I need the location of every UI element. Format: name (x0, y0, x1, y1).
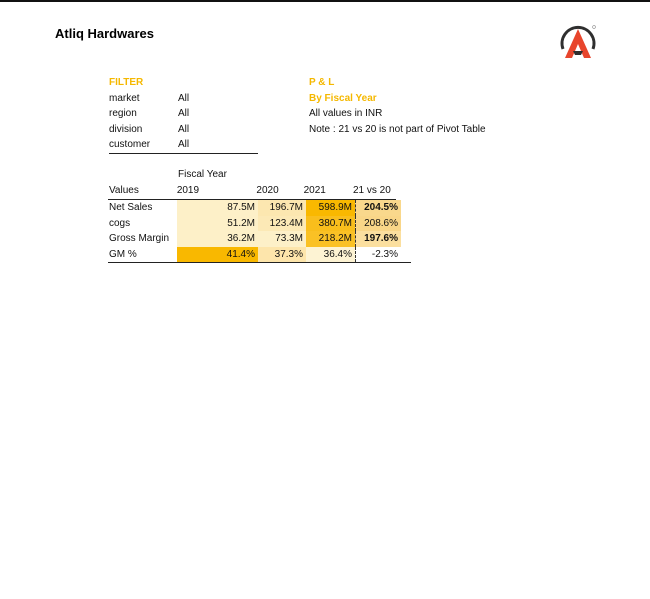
table-cell[interactable]: 218.2M (306, 231, 355, 247)
table-row (108, 231, 411, 247)
atliq-logo (558, 24, 598, 62)
pivot-group-header (108, 167, 411, 183)
table-cell[interactable]: 204.5% (355, 200, 401, 216)
pivot-table (108, 167, 411, 263)
table-cell[interactable]: 36.4% (306, 247, 355, 263)
filter-label: region (109, 108, 137, 119)
filter-value[interactable]: All (178, 108, 190, 119)
filter-panel (109, 75, 258, 154)
filter-row-market[interactable] (109, 91, 258, 107)
filter-value[interactable]: All (178, 139, 190, 150)
currency-note: All values in INR (309, 108, 383, 119)
column-header-2020[interactable]: 2020 (256, 185, 279, 196)
row-label-net-sales[interactable]: Net Sales (109, 202, 153, 213)
table-row (108, 216, 411, 232)
pivot-note: Note : 21 vs 20 is not part of Pivot Table (309, 123, 486, 135)
top-border (0, 0, 650, 2)
filter-value[interactable]: All (178, 123, 190, 135)
table-cell[interactable]: 380.7M (306, 216, 355, 232)
table-cell[interactable]: 196.7M (258, 200, 306, 216)
filter-label: division (109, 123, 143, 135)
column-header-2021[interactable]: 2021 (303, 185, 326, 196)
filter-label: market (109, 92, 140, 104)
column-header-2019[interactable]: 2019 (176, 185, 200, 196)
report-subtitle: By Fiscal Year (309, 92, 377, 104)
table-cell[interactable]: 123.4M (258, 216, 306, 232)
table-cell[interactable]: 87.5M (177, 200, 258, 216)
table-cell[interactable]: 36.2M (177, 231, 258, 247)
table-cell[interactable]: 598.9M (306, 200, 355, 216)
filter-value[interactable]: All (178, 92, 190, 104)
values-header[interactable]: Values (109, 185, 139, 196)
filter-heading: FILTER (109, 77, 144, 88)
column-header-21-vs-20: 21 vs 20 (352, 185, 391, 196)
filter-row-customer[interactable] (109, 137, 258, 154)
table-cell[interactable]: 37.3% (258, 247, 306, 263)
table-cell[interactable]: 51.2M (177, 216, 258, 232)
filter-row-division[interactable] (109, 122, 258, 138)
row-label-gm-percent[interactable]: GM % (109, 248, 137, 260)
company-title: Atliq Hardwares (55, 26, 154, 41)
row-label-cogs[interactable]: cogs (109, 217, 131, 229)
report-title: P & L (309, 77, 335, 88)
table-cell[interactable]: 197.6% (355, 231, 401, 247)
table-cell[interactable]: 41.4% (177, 247, 258, 263)
report-header (309, 75, 569, 137)
fiscal-year-label[interactable]: Fiscal Year (178, 169, 227, 180)
table-cell[interactable]: -2.3% (355, 247, 401, 263)
table-cell[interactable]: 73.3M (258, 231, 306, 247)
table-row (108, 247, 411, 264)
filter-row-region[interactable] (109, 106, 258, 122)
table-row (108, 200, 411, 216)
table-cell[interactable]: 208.6% (355, 216, 401, 232)
filter-label: customer (109, 139, 151, 150)
row-label-gross-margin[interactable]: Gross Margin (109, 233, 170, 244)
pivot-column-header (108, 183, 396, 200)
